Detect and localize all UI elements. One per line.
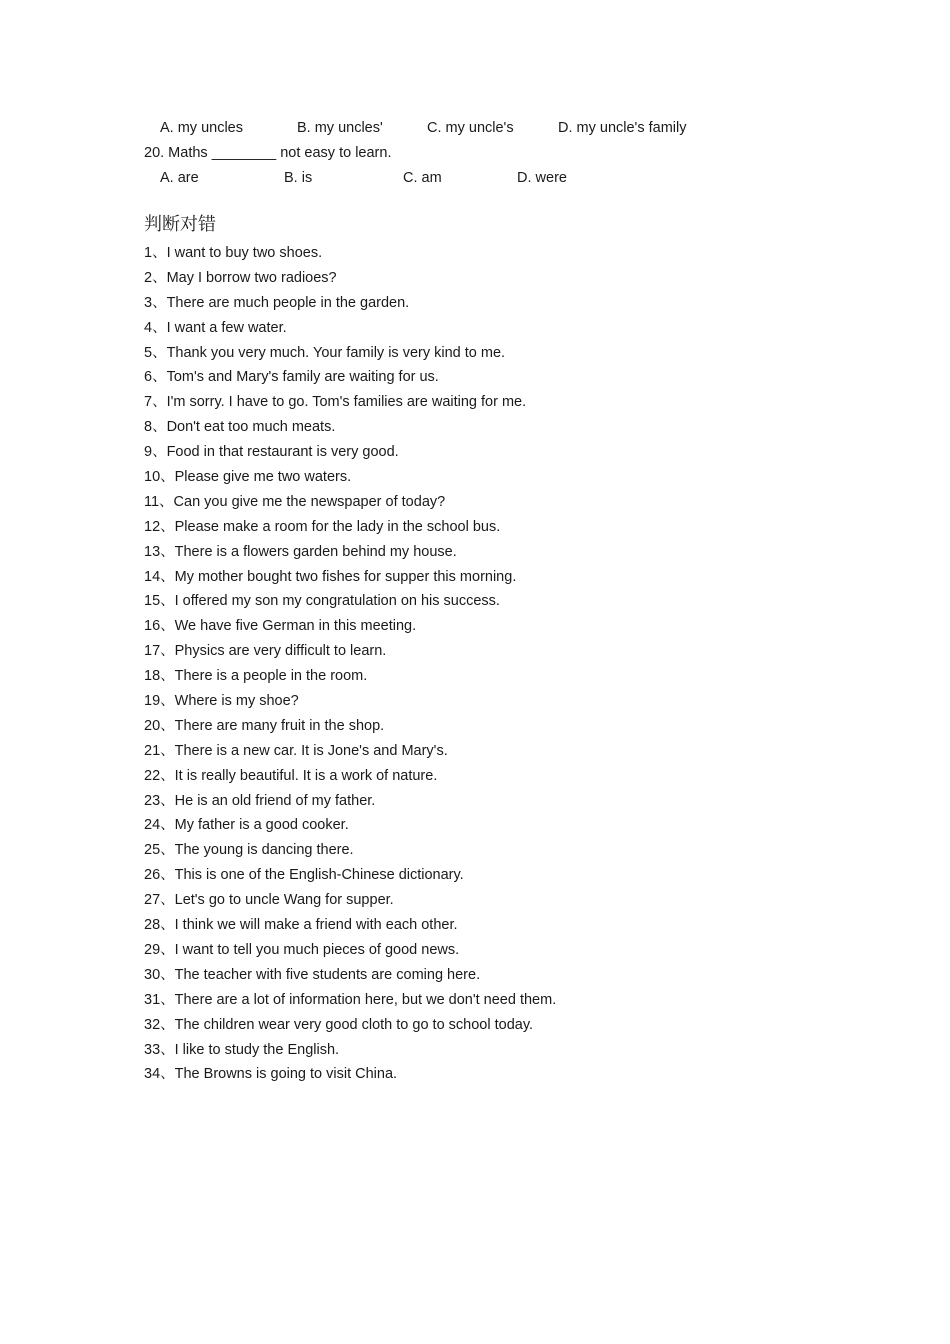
judge-item-27: 27、Let's go to uncle Wang for supper. (144, 892, 394, 909)
q20-question: 20. Maths ________ not easy to learn. (144, 145, 392, 161)
judge-item-13: 13、There is a flowers garden behind my house. (144, 543, 457, 560)
judge-item-30: 30、The teacher with five students are coming here. (144, 966, 481, 983)
judge-item-1: 1、I want to buy two shoes. (144, 245, 323, 261)
q20-option-a: A. are (160, 170, 199, 186)
q19-option-b: B. my uncles' (297, 120, 383, 136)
judge-item-23: 23、He is an old friend of my father. (144, 792, 376, 809)
q20-option-b: B. is (284, 170, 313, 186)
judge-item-18: 18、There is a people in the room. (144, 668, 368, 685)
judge-list (144, 243, 556, 1089)
judge-item-10: 10、Please give me two waters. (144, 469, 352, 486)
q19-option-d: D. my uncle's family (558, 120, 687, 136)
judge-item-8: 8、Don't eat too much meats. (144, 419, 336, 436)
judge-item-20: 20、There are many fruit in the shop. (144, 717, 385, 734)
judge-item-33: 33、I like to study the English. (144, 1041, 340, 1058)
judge-item-7: 7、I'm sorry. I have to go. Tom's families are waiting for me. (144, 394, 527, 411)
judge-item-9: 9、Food in that restaurant is very good. (144, 444, 399, 461)
judge-item-12: 12、Please make a room for the lady in the school bus. (144, 518, 501, 535)
judge-item-2: 2、May I borrow two radioes? (144, 269, 337, 286)
judge-item-3: 3、There are much people in the garden. (144, 294, 410, 311)
judge-item-26: 26、This is one of the English-Chinese dictionary. (144, 867, 464, 884)
judge-item-21: 21、There is a new car. It is Jone's and Mary's. (144, 742, 448, 759)
judge-item-34: 34、The Browns is going to visit China. (144, 1066, 398, 1083)
judge-item-31: 31、There are a lot of information here, but we don't need them. (144, 991, 557, 1008)
q20-option-c: C. am (403, 170, 442, 186)
judge-item-24: 24、My father is a good cooker. (144, 817, 349, 834)
judge-item-6: 6、Tom's and Mary's family are waiting for us. (144, 369, 439, 386)
judge-item-14: 14、My mother bought two fishes for supper this morning. (144, 568, 517, 585)
judge-item-29: 29、I want to tell you much pieces of good news. (144, 941, 460, 958)
judge-item-19: 19、Where is my shoe? (144, 693, 299, 710)
judge-item-25: 25、The young is dancing there. (144, 842, 354, 859)
judge-item-28: 28、I think we will make a friend with each other. (144, 917, 458, 934)
q19-option-c: C. my uncle's (427, 120, 514, 136)
judge-item-17: 17、Physics are very difficult to learn. (144, 643, 387, 660)
section-heading: 判断对错 (144, 214, 216, 235)
judge-item-5: 5、Thank you very much. Your family is very kind to me. (144, 344, 506, 361)
judge-item-22: 22、It is really beautiful. It is a work of nature. (144, 767, 438, 784)
judge-item-4: 4、I want a few water. (144, 319, 287, 336)
judge-item-15: 15、I offered my son my congratulation on his success. (144, 593, 500, 610)
judge-item-16: 16、We have five German in this meeting. (144, 618, 417, 635)
q20-option-d: D. were (517, 170, 567, 186)
judge-item-32: 32、The children wear very good cloth to go to school today. (144, 1016, 534, 1033)
judge-item-11: 11、Can you give me the newspaper of today? (144, 493, 446, 510)
q19-option-a: A. my uncles (160, 120, 243, 136)
